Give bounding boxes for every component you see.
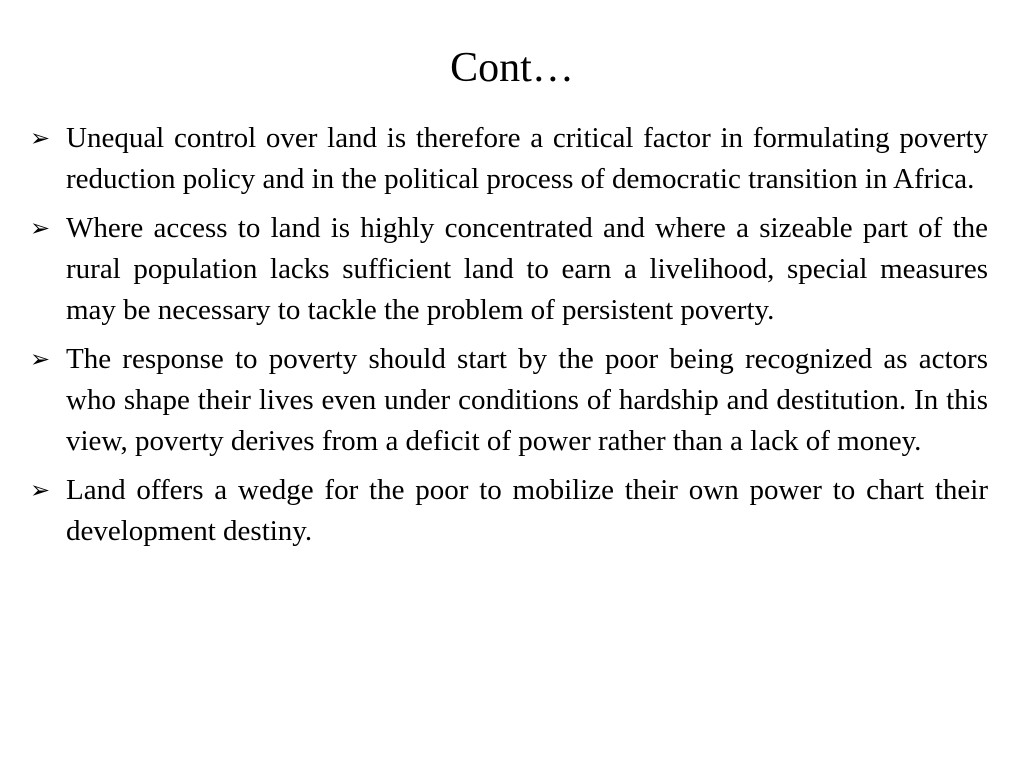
slide-title: Cont… — [450, 45, 574, 91]
arrow-bullet-icon: ➢ — [30, 345, 51, 373]
bullet-text: Unequal control over land is therefore a critical factor in formulating poverty reduction policy and in the political process of democratic transition in Africa. — [66, 122, 988, 195]
bullet-item — [30, 208, 988, 331]
bullet-text: Land offers a wedge for the poor to mobilize their own power to chart their development destiny. — [66, 474, 988, 547]
bullet-item — [30, 339, 988, 462]
bullet-list — [30, 118, 988, 560]
bullet-item — [30, 118, 988, 200]
bullet-item — [30, 470, 988, 552]
bullet-text: Where access to land is highly concentrated and where a sizeable part of the rural population lacks sufficient land to earn a livelihood, special measures may be necessary to tackle the problem of persistent poverty. — [66, 212, 988, 326]
bullet-text: The response to poverty should start by the poor being recognized as actors who shape their lives even under conditions of hardship and destitution. In this view, poverty derives from a deficit of power rather than a lack of money. — [66, 343, 988, 457]
arrow-bullet-icon: ➢ — [30, 476, 51, 504]
arrow-bullet-icon: ➢ — [30, 214, 51, 242]
arrow-bullet-icon: ➢ — [30, 124, 51, 152]
